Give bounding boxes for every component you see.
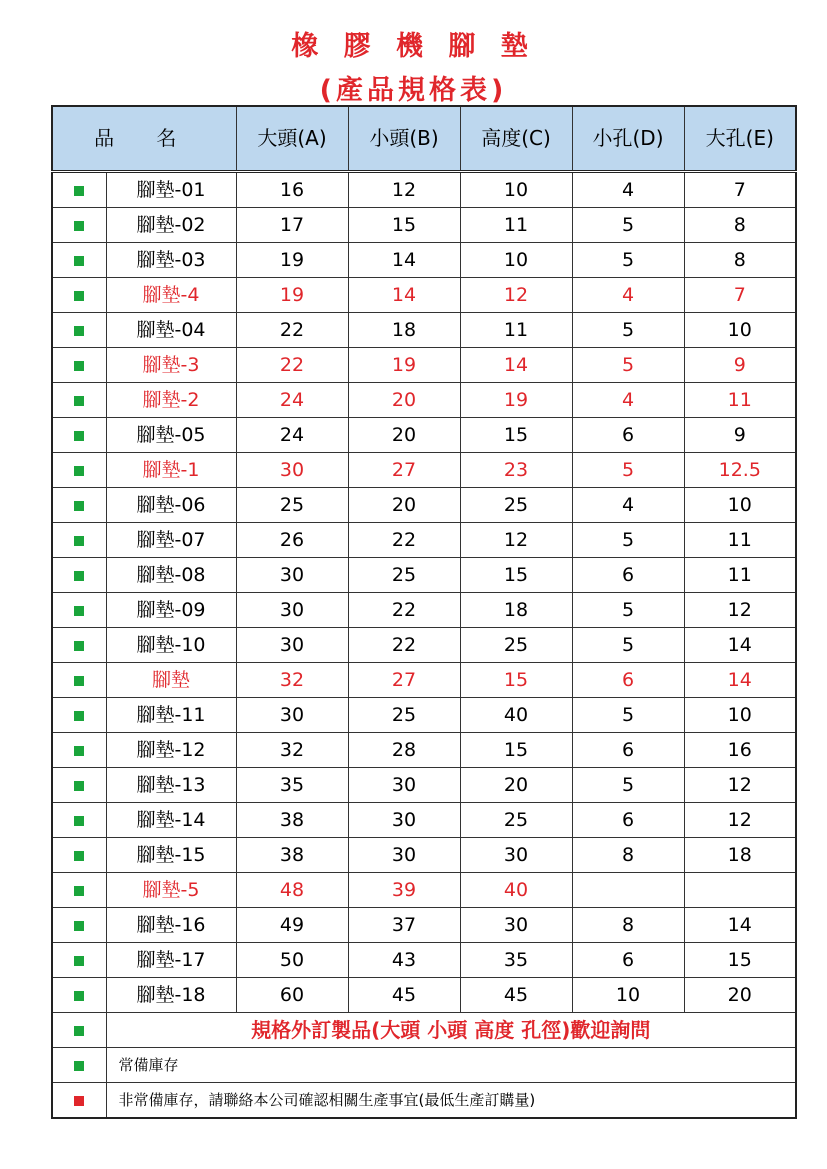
cell-d: 5 (572, 698, 684, 733)
cell-b: 22 (348, 593, 460, 628)
cell-a: 24 (236, 418, 348, 453)
name-cell: 腳墊-15 (106, 838, 236, 873)
cell-c: 18 (460, 593, 572, 628)
cell-a: 32 (236, 663, 348, 698)
name-cell: 腳墊-4 (106, 278, 236, 313)
cell-b: 20 (348, 488, 460, 523)
bullet-cell (52, 1048, 106, 1083)
name-cell: 腳墊-06 (106, 488, 236, 523)
cell-c: 19 (460, 383, 572, 418)
cell-b: 12 (348, 172, 460, 208)
cell-d: 4 (572, 488, 684, 523)
green-square-icon (74, 641, 84, 651)
green-square-icon (74, 921, 84, 931)
name-cell: 腳墊-5 (106, 873, 236, 908)
cell-a: 22 (236, 348, 348, 383)
cell-e: 7 (684, 172, 796, 208)
name-cell: 腳墊-01 (106, 172, 236, 208)
table-row (52, 488, 796, 523)
table-row (52, 593, 796, 628)
bullet-cell (52, 978, 106, 1013)
bullet-cell (52, 488, 106, 523)
green-square-icon (74, 991, 84, 1001)
table-row (52, 873, 796, 908)
cell-c: 20 (460, 768, 572, 803)
cell-a: 30 (236, 628, 348, 663)
cell-a: 19 (236, 243, 348, 278)
bullet-cell (52, 172, 106, 208)
green-square-icon (74, 326, 84, 336)
cell-e: 20 (684, 978, 796, 1013)
cell-c: 11 (460, 313, 572, 348)
bullet-cell (52, 418, 106, 453)
bullet-cell (52, 803, 106, 838)
name-cell: 腳墊-08 (106, 558, 236, 593)
cell-b: 19 (348, 348, 460, 383)
cell-d: 6 (572, 733, 684, 768)
name-cell: 腳墊-16 (106, 908, 236, 943)
cell-e: 9 (684, 348, 796, 383)
cell-b: 15 (348, 208, 460, 243)
legend-text-nonstock: 非常備庫存，請聯絡本公司確認相關生產事宜(最低生產訂購量) (106, 1083, 796, 1119)
table-row (52, 558, 796, 593)
cell-b: 20 (348, 418, 460, 453)
table-row (52, 418, 796, 453)
cell-e: 12 (684, 593, 796, 628)
cell-e: 14 (684, 628, 796, 663)
cell-c: 30 (460, 838, 572, 873)
table-row (52, 523, 796, 558)
bullet-cell (52, 908, 106, 943)
green-square-icon (74, 501, 84, 511)
cell-c: 10 (460, 243, 572, 278)
bullet-cell (52, 733, 106, 768)
green-square-icon (74, 676, 84, 686)
cell-d: 6 (572, 943, 684, 978)
bullet-cell (52, 768, 106, 803)
cell-a: 19 (236, 278, 348, 313)
green-square-icon (74, 781, 84, 791)
green-square-icon (74, 816, 84, 826)
cell-d: 6 (572, 663, 684, 698)
cell-a: 30 (236, 453, 348, 488)
bullet-cell (52, 313, 106, 348)
cell-e: 16 (684, 733, 796, 768)
green-square-icon (74, 291, 84, 301)
cell-a: 32 (236, 733, 348, 768)
cell-e: 7 (684, 278, 796, 313)
green-square-icon (74, 571, 84, 581)
cell-a: 35 (236, 768, 348, 803)
name-cell: 腳墊-14 (106, 803, 236, 838)
table-body (52, 172, 796, 1013)
green-square-icon (74, 221, 84, 231)
cell-d: 5 (572, 453, 684, 488)
cell-a: 30 (236, 558, 348, 593)
cell-d: 5 (572, 348, 684, 383)
cell-a: 24 (236, 383, 348, 418)
cell-e: 8 (684, 208, 796, 243)
cell-b: 22 (348, 523, 460, 558)
cell-b: 20 (348, 383, 460, 418)
name-cell: 腳墊-2 (106, 383, 236, 418)
cell-c: 12 (460, 523, 572, 558)
bullet-cell (52, 278, 106, 313)
name-cell: 腳墊-3 (106, 348, 236, 383)
green-square-icon (74, 396, 84, 406)
cell-c: 15 (460, 663, 572, 698)
table-row (52, 172, 796, 208)
bullet-cell (52, 243, 106, 278)
cell-b: 39 (348, 873, 460, 908)
cell-c: 40 (460, 873, 572, 908)
cell-a: 17 (236, 208, 348, 243)
legend-text-stock: 常備庫存 (106, 1048, 796, 1083)
cell-d: 4 (572, 172, 684, 208)
green-square-icon (74, 956, 84, 966)
name-cell: 腳墊-12 (106, 733, 236, 768)
cell-b: 14 (348, 278, 460, 313)
cell-a: 30 (236, 698, 348, 733)
header-c: 高度(C) (460, 106, 572, 172)
cell-c: 45 (460, 978, 572, 1013)
table-row (52, 698, 796, 733)
green-square-icon (74, 361, 84, 371)
page-subtitle: (產品規格表) (319, 75, 508, 106)
header-row (52, 106, 796, 172)
cell-b: 27 (348, 663, 460, 698)
cell-a: 50 (236, 943, 348, 978)
cell-e: 10 (684, 698, 796, 733)
cell-b: 25 (348, 558, 460, 593)
cell-b: 43 (348, 943, 460, 978)
cell-c: 11 (460, 208, 572, 243)
cell-a: 48 (236, 873, 348, 908)
cell-b: 30 (348, 838, 460, 873)
cell-c: 35 (460, 943, 572, 978)
green-square-icon (74, 466, 84, 476)
cell-d: 5 (572, 313, 684, 348)
header-name-label: 品 名 (94, 126, 195, 150)
bullet-cell (52, 348, 106, 383)
bullet-cell (52, 1083, 106, 1119)
green-square-icon (74, 256, 84, 266)
table-row (52, 768, 796, 803)
green-square-icon (74, 711, 84, 721)
bullet-cell (52, 523, 106, 558)
cell-a: 49 (236, 908, 348, 943)
cell-c: 40 (460, 698, 572, 733)
cell-d: 6 (572, 418, 684, 453)
cell-c: 15 (460, 418, 572, 453)
table-row (52, 243, 796, 278)
cell-e: 10 (684, 313, 796, 348)
green-square-icon (74, 536, 84, 546)
cell-a: 38 (236, 838, 348, 873)
cell-d: 5 (572, 208, 684, 243)
table-row (52, 838, 796, 873)
green-square-icon (74, 606, 84, 616)
cell-c: 25 (460, 628, 572, 663)
header-name (52, 106, 236, 172)
green-square-icon (74, 886, 84, 896)
table-row (52, 383, 796, 418)
bullet-cell (52, 698, 106, 733)
cell-d: 4 (572, 383, 684, 418)
table-row (52, 733, 796, 768)
cell-e: 11 (684, 523, 796, 558)
red-square-icon (74, 1096, 84, 1106)
green-square-icon (74, 746, 84, 756)
cell-c: 30 (460, 908, 572, 943)
table-row (52, 803, 796, 838)
header-d: 小孔(D) (572, 106, 684, 172)
cell-e: 15 (684, 943, 796, 978)
cell-d: 5 (572, 243, 684, 278)
cell-b: 18 (348, 313, 460, 348)
cell-d: 6 (572, 558, 684, 593)
table-row (52, 313, 796, 348)
bullet-cell (52, 663, 106, 698)
bullet-cell (52, 208, 106, 243)
cell-e: 9 (684, 418, 796, 453)
custom-order-note: 規格外訂製品(大頭 小頭 高度 孔徑)歡迎詢問 (106, 1013, 796, 1048)
cell-d (572, 873, 684, 908)
name-cell: 腳墊-10 (106, 628, 236, 663)
name-cell: 腳墊-09 (106, 593, 236, 628)
green-square-icon (74, 1026, 84, 1036)
bullet-cell (52, 1013, 106, 1048)
spec-table (51, 105, 797, 1119)
table-row (52, 663, 796, 698)
cell-b: 45 (348, 978, 460, 1013)
page-title: 橡 膠 機 腳 墊 (291, 31, 536, 62)
cell-b: 37 (348, 908, 460, 943)
cell-d: 6 (572, 803, 684, 838)
name-cell: 腳墊-03 (106, 243, 236, 278)
cell-b: 22 (348, 628, 460, 663)
green-square-icon (74, 851, 84, 861)
table-row (52, 208, 796, 243)
custom-order-note-row (52, 1013, 796, 1048)
cell-b: 27 (348, 453, 460, 488)
name-cell: 腳墊-02 (106, 208, 236, 243)
cell-a: 26 (236, 523, 348, 558)
header-e: 大孔(E) (684, 106, 796, 172)
cell-d: 4 (572, 278, 684, 313)
name-cell: 腳墊-05 (106, 418, 236, 453)
cell-d: 5 (572, 628, 684, 663)
cell-b: 30 (348, 803, 460, 838)
table-row (52, 908, 796, 943)
cell-c: 10 (460, 172, 572, 208)
cell-e: 11 (684, 383, 796, 418)
name-cell: 腳墊-11 (106, 698, 236, 733)
cell-e: 12 (684, 768, 796, 803)
cell-d: 5 (572, 523, 684, 558)
cell-d: 5 (572, 768, 684, 803)
cell-e: 14 (684, 908, 796, 943)
cell-b: 25 (348, 698, 460, 733)
cell-a: 60 (236, 978, 348, 1013)
cell-e: 8 (684, 243, 796, 278)
legend-row-nonstock (52, 1083, 796, 1119)
header-a: 大頭(A) (236, 106, 348, 172)
green-square-icon (74, 1061, 84, 1071)
legend-row-stock (52, 1048, 796, 1083)
bullet-cell (52, 873, 106, 908)
table-row (52, 628, 796, 663)
table-row (52, 278, 796, 313)
cell-c: 25 (460, 803, 572, 838)
cell-c: 12 (460, 278, 572, 313)
cell-d: 5 (572, 593, 684, 628)
cell-b: 28 (348, 733, 460, 768)
cell-d: 8 (572, 908, 684, 943)
cell-c: 23 (460, 453, 572, 488)
cell-b: 30 (348, 768, 460, 803)
bullet-cell (52, 838, 106, 873)
bullet-cell (52, 383, 106, 418)
cell-e: 12 (684, 803, 796, 838)
cell-c: 15 (460, 558, 572, 593)
green-square-icon (74, 431, 84, 441)
cell-e: 10 (684, 488, 796, 523)
name-cell: 腳墊-18 (106, 978, 236, 1013)
bullet-cell (52, 558, 106, 593)
cell-b: 14 (348, 243, 460, 278)
table-row (52, 348, 796, 383)
name-cell: 腳墊-07 (106, 523, 236, 558)
cell-e: 14 (684, 663, 796, 698)
cell-a: 38 (236, 803, 348, 838)
cell-c: 25 (460, 488, 572, 523)
cell-e: 18 (684, 838, 796, 873)
cell-c: 15 (460, 733, 572, 768)
cell-a: 22 (236, 313, 348, 348)
table-row (52, 453, 796, 488)
bullet-cell (52, 453, 106, 488)
cell-c: 14 (460, 348, 572, 383)
table-row (52, 978, 796, 1013)
cell-e: 11 (684, 558, 796, 593)
cell-a: 25 (236, 488, 348, 523)
cell-a: 16 (236, 172, 348, 208)
cell-d: 8 (572, 838, 684, 873)
bullet-cell (52, 628, 106, 663)
name-cell: 腳墊-13 (106, 768, 236, 803)
green-square-icon (74, 186, 84, 196)
cell-a: 30 (236, 593, 348, 628)
cell-e: 12.5 (684, 453, 796, 488)
name-cell: 腳墊-1 (106, 453, 236, 488)
header-b: 小頭(B) (348, 106, 460, 172)
cell-d: 10 (572, 978, 684, 1013)
table-row (52, 943, 796, 978)
name-cell: 腳墊-17 (106, 943, 236, 978)
bullet-cell (52, 593, 106, 628)
cell-e (684, 873, 796, 908)
name-cell: 腳墊 (106, 663, 236, 698)
bullet-cell (52, 943, 106, 978)
name-cell: 腳墊-04 (106, 313, 236, 348)
